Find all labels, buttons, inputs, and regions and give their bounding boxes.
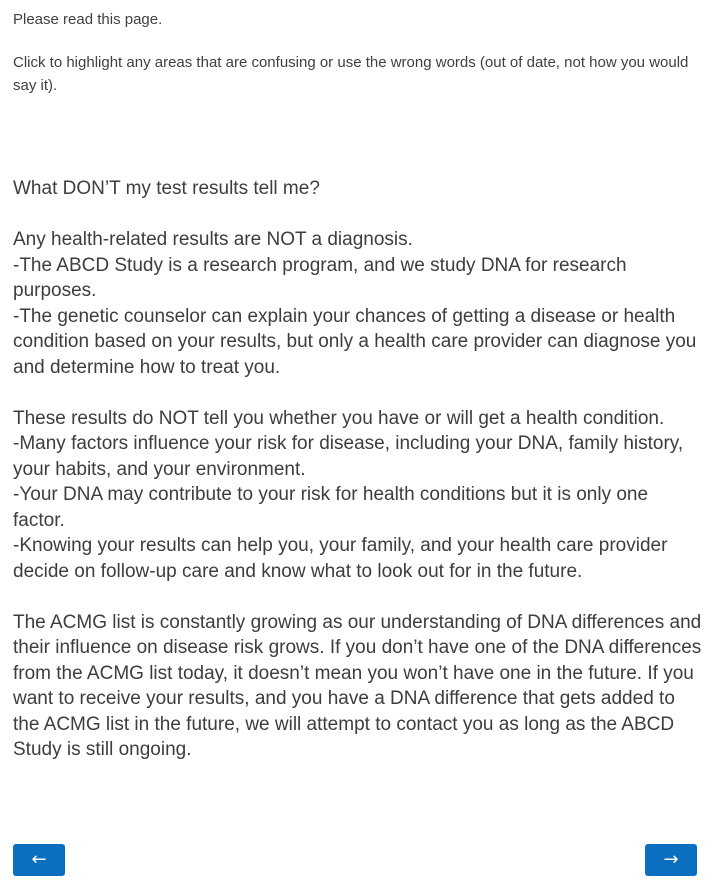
section1-item[interactable]: -The ABCD Study is a research program, and we study DNA for research purposes. [13, 254, 627, 301]
section2-item[interactable]: -Your DNA may contribute to your risk for health conditions but it is only one factor. [13, 484, 649, 531]
section2-item[interactable]: -Knowing your results can help you, your family, and your health care provider decide on follow-up care and know what to look out for in the future. [13, 535, 668, 582]
arrow-right-icon: → [663, 849, 679, 870]
section3-paragraph[interactable]: The ACMG list is constantly growing as our understanding of DNA differences and their influence on disease risk grows. If you don’t have one of the DNA differences from the ACMG list today, it doesn’t mean you won’t have one in the future. If you want to receive your results, and you have a DNA difference that gets added to the ACMG list in the future, we will attempt to contact you as long as the ABCD Study is still ongoing. [13, 611, 702, 760]
instructions [13, 8, 703, 97]
spacer [13, 380, 703, 406]
section2-item[interactable]: -Many factors influence your risk for disease, including your DNA, family history, your habits, and your environment. [13, 433, 684, 480]
instruction-read: Please read this page. [13, 11, 163, 28]
section1-heading[interactable]: Any health-related results are NOT a diagnosis. [13, 229, 413, 250]
instruction-highlight: Click to highlight any areas that are confusing or use the wrong words (out of date, not how you would say it). [13, 54, 689, 94]
back-button[interactable] [13, 844, 65, 876]
arrow-left-icon: ← [31, 849, 47, 870]
section2-heading[interactable]: These results do NOT tell you whether you have or will get a health condition. [13, 407, 665, 429]
highlightable-content[interactable] [13, 176, 703, 763]
next-button[interactable] [645, 844, 697, 876]
spacer [13, 584, 703, 610]
section1-item[interactable]: -The genetic counselor can explain your chances of getting a disease or health condition based on your results, but only a health care provider can diagnose you and determine how to treat you. [13, 305, 697, 378]
spacer [13, 202, 703, 228]
content-title[interactable]: What DON’T my test results tell me? [13, 178, 320, 199]
